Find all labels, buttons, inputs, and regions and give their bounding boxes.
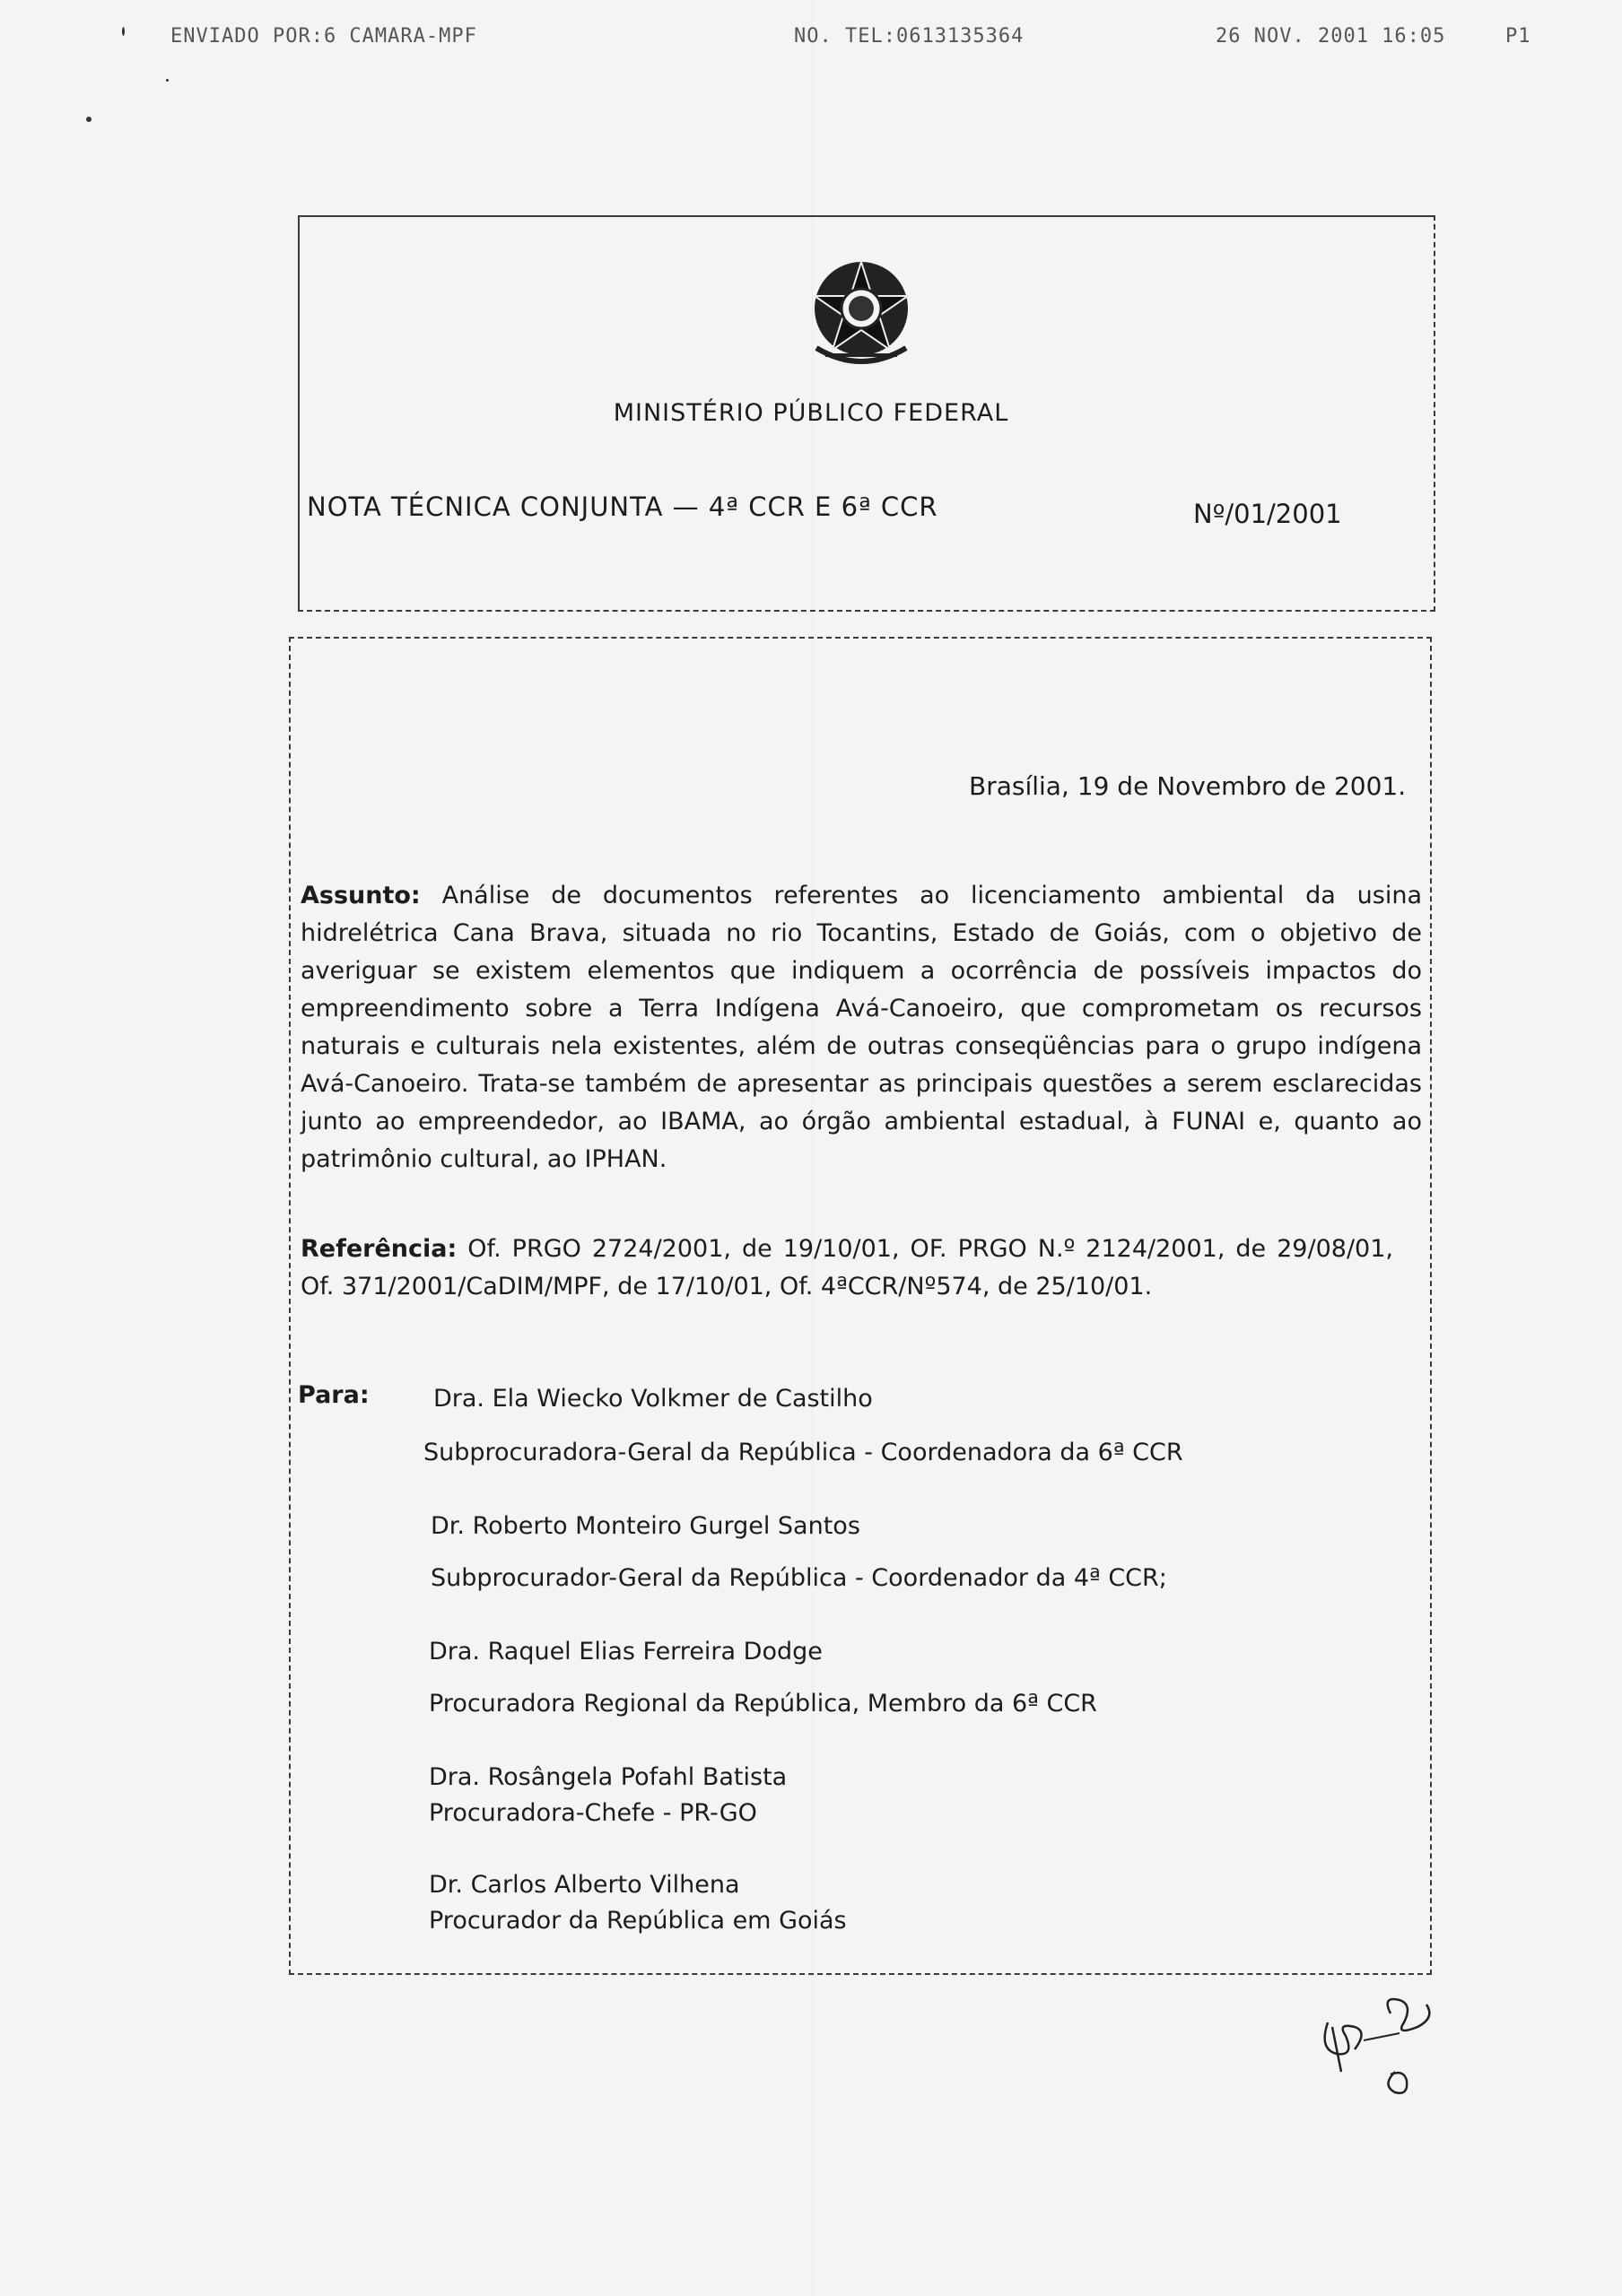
fax-transmission-header	[0, 25, 1622, 61]
recipient-name: Dra. Ela Wiecko Volkmer de Castilho	[433, 1385, 873, 1413]
recipients-label: Para:	[298, 1381, 370, 1409]
recipient-title: Subprocuradora-Geral da República - Coordenadora da 6ª CCR	[423, 1439, 1183, 1466]
recipient-name: Dr. Carlos Alberto Vilhena	[429, 1871, 740, 1899]
scan-speck	[166, 79, 169, 82]
recipient-title: Procuradora-Chefe - PR-GO	[429, 1799, 757, 1827]
reference-text: Of. PRGO 2724/2001, de 19/10/01, OF. PRGO N.º 2124/2001, de 29/08/01, Of. 371/2001/CaDIM/MPF, de 17/10/01, Of. 4ªCCR/Nº574, de 25/10/01.	[301, 1235, 1393, 1300]
scan-speck	[86, 117, 92, 122]
subject-label: Assunto:	[301, 882, 421, 909]
brazil-coat-of-arms-icon	[798, 249, 924, 375]
fax-datetime: 26 NOV. 2001 16:05	[1216, 25, 1446, 48]
handwritten-initials	[1310, 1987, 1471, 2103]
recipient-name: Dra. Raquel Elias Ferreira Dodge	[429, 1638, 823, 1665]
organization-name: MINISTÉRIO PÚBLICO FEDERAL	[613, 399, 1009, 427]
document-title: NOTA TÉCNICA CONJUNTA — 4ª CCR E 6ª CCR	[307, 491, 938, 522]
fax-page-number: P1	[1505, 25, 1531, 48]
document-number: Nº/01/2001	[1193, 499, 1342, 529]
fax-sender: ENVIADO POR:6 CAMARA-MPF	[170, 25, 477, 48]
reference-paragraph	[301, 1231, 1393, 1306]
recipient-title: Procuradora Regional da República, Membro da 6ª CCR	[429, 1690, 1097, 1718]
recipient-name: Dra. Rosângela Pofahl Batista	[429, 1763, 788, 1791]
document-date: Brasília, 19 de Novembro de 2001.	[969, 771, 1407, 801]
subject-paragraph	[301, 877, 1422, 1178]
reference-label: Referência:	[301, 1235, 458, 1263]
subject-text: Análise de documentos referentes ao licenciamento ambiental da usina hidrelétrica Cana Brava, situada no rio Tocantins, Estado de Goiás, com o objetivo de averiguar se existem elementos que indiquem a ocorrência de possíveis impactos do empreendimento sobre a Terra Indígena Avá-Canoeiro, que comprometam os recursos naturais e culturais nela existentes, além de outras conseqüências para o grupo indígena Avá-Canoeiro. Trata-se também de apresentar as principais questões a serem esclarecidas junto ao empreendedor, ao IBAMA, ao órgão ambiental estadual, à FUNAI e, quanto ao patrimônio cultural, ao IPHAN.	[301, 882, 1422, 1173]
fax-telephone: NO. TEL:0613135364	[794, 25, 1025, 48]
recipient-title: Procurador da República em Goiás	[429, 1907, 847, 1935]
recipient-name: Dr. Roberto Monteiro Gurgel Santos	[431, 1512, 860, 1540]
recipient-title: Subprocurador-Geral da República - Coordenador da 4ª CCR;	[431, 1564, 1167, 1592]
